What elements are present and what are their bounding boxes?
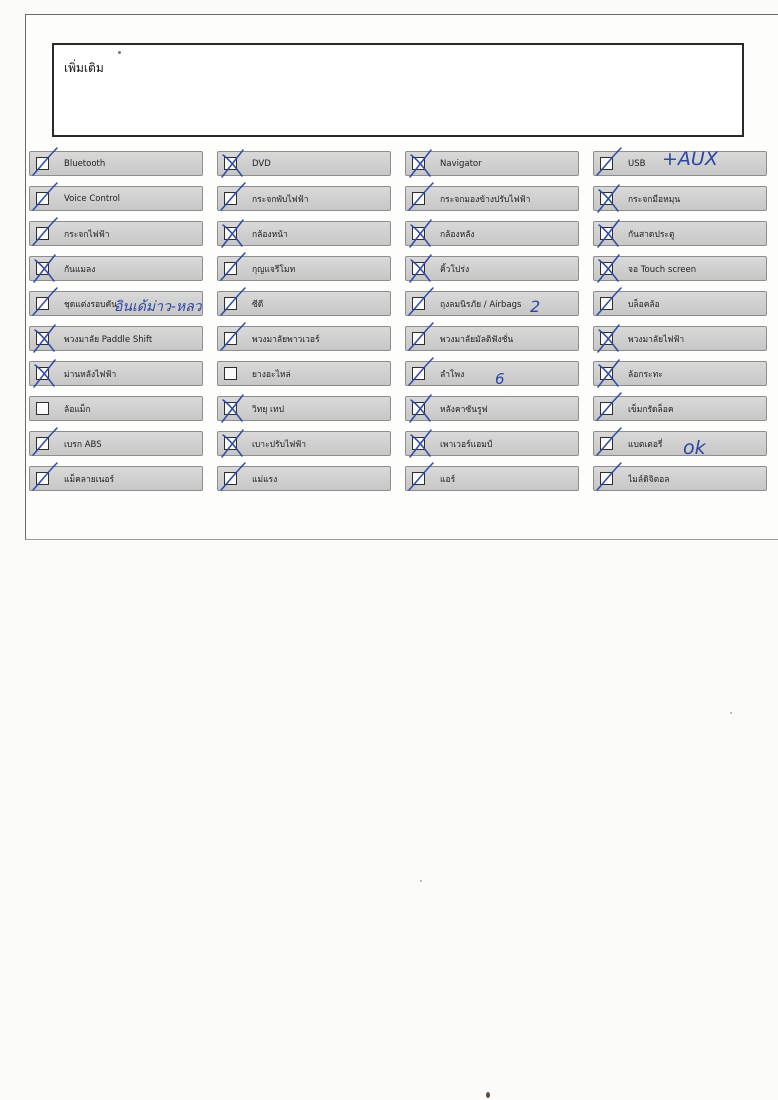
option-item[interactable] — [593, 466, 767, 491]
option-item[interactable] — [29, 326, 203, 351]
scan-speck — [730, 712, 732, 714]
option-label: แอร์ — [440, 474, 456, 485]
option-label: เพาเวอร์แอมป์ — [440, 439, 493, 450]
handwritten-note-speakers: 6 — [495, 370, 505, 388]
option-item[interactable] — [593, 221, 767, 246]
option-label: แบตเตอรี่ — [628, 439, 663, 450]
option-label: กุญแจรีโมท — [252, 264, 296, 275]
option-label: กันสาดประตู — [628, 229, 675, 240]
handwritten-note-battery: ok — [683, 437, 706, 459]
option-checkbox[interactable] — [36, 402, 49, 415]
option-label: จอ Touch screen — [628, 264, 697, 275]
notes-box[interactable] — [52, 43, 744, 137]
option-checkbox[interactable] — [412, 437, 425, 450]
option-item[interactable] — [593, 431, 767, 456]
option-label: แม่แรง — [252, 474, 278, 485]
options-grid — [29, 151, 769, 491]
option-checkbox[interactable] — [412, 367, 425, 380]
option-item[interactable] — [593, 396, 767, 421]
option-checkbox[interactable] — [36, 332, 49, 345]
option-checkbox[interactable] — [36, 437, 49, 450]
option-label: บล็อคล้อ — [628, 299, 660, 310]
option-item[interactable] — [29, 431, 203, 456]
option-label: USB — [628, 158, 646, 169]
option-label: เบรก ABS — [64, 439, 102, 450]
scan-speck — [420, 880, 422, 882]
option-label: พวงมาลัยพาวเวอร์ — [252, 334, 320, 345]
option-item[interactable] — [217, 396, 391, 421]
option-label: เบาะปรับไฟฟ้า — [252, 439, 307, 450]
option-item[interactable] — [217, 431, 391, 456]
option-item[interactable] — [29, 361, 203, 386]
option-label: ชุดแต่งรอบคัน — [64, 299, 118, 310]
option-item[interactable] — [593, 186, 767, 211]
option-checkbox[interactable] — [36, 227, 49, 240]
option-item[interactable] — [405, 151, 579, 176]
option-checkbox[interactable] — [600, 472, 613, 485]
option-item[interactable] — [29, 221, 203, 246]
option-item[interactable] — [217, 186, 391, 211]
option-checkbox[interactable] — [36, 472, 49, 485]
option-checkbox[interactable] — [224, 297, 237, 310]
option-checkbox[interactable] — [412, 472, 425, 485]
option-item[interactable] — [405, 291, 579, 316]
option-item[interactable] — [593, 291, 767, 316]
option-item[interactable] — [217, 466, 391, 491]
option-label: หลังคาซันรูฟ — [440, 404, 488, 415]
option-label: กล้องหลัง — [440, 229, 475, 240]
option-item[interactable] — [29, 186, 203, 211]
option-checkbox[interactable] — [600, 297, 613, 310]
option-item[interactable] — [405, 326, 579, 351]
option-label: ไมล์ดิจิตอล — [628, 474, 670, 485]
option-checkbox[interactable] — [600, 402, 613, 415]
option-label: พวงมาลัยไฟฟ้า — [628, 334, 685, 345]
option-checkbox[interactable] — [224, 402, 237, 415]
scan-speck — [118, 51, 121, 54]
option-label: วิทยุ เทป — [252, 404, 284, 415]
option-label: ซีดี — [252, 299, 264, 310]
option-label: ถุงลมนิรภัย / Airbags — [440, 299, 522, 310]
option-checkbox[interactable] — [600, 332, 613, 345]
option-label: คิ้วโปร่ง — [440, 264, 470, 275]
option-checkbox[interactable] — [224, 262, 237, 275]
option-label: แม็คลายเนอร์ — [64, 474, 115, 485]
option-checkbox[interactable] — [224, 437, 237, 450]
option-checkbox[interactable] — [412, 227, 425, 240]
option-item[interactable] — [593, 361, 767, 386]
option-item[interactable] — [217, 151, 391, 176]
option-item[interactable] — [217, 326, 391, 351]
option-item[interactable] — [217, 256, 391, 281]
option-checkbox[interactable] — [412, 192, 425, 205]
option-checkbox[interactable] — [224, 227, 237, 240]
option-checkbox[interactable] — [600, 262, 613, 275]
option-item[interactable] — [405, 186, 579, 211]
option-item[interactable] — [217, 221, 391, 246]
option-checkbox[interactable] — [600, 227, 613, 240]
option-checkbox[interactable] — [224, 367, 237, 380]
scan-speck — [486, 1092, 490, 1098]
option-label: ล้อแม็ก — [64, 404, 91, 415]
option-item[interactable] — [217, 291, 391, 316]
option-label: เข็มกรัดล็อค — [628, 404, 674, 415]
option-label: พวงมาลัยมัลติฟังชั่น — [440, 334, 514, 345]
option-item[interactable] — [593, 256, 767, 281]
option-label: กระจกไฟฟ้า — [64, 229, 110, 240]
option-label: พวงมาลัย Paddle Shift — [64, 334, 153, 345]
option-checkbox[interactable] — [36, 297, 49, 310]
option-checkbox[interactable] — [224, 332, 237, 345]
option-label: กระจกพับไฟฟ้า — [252, 194, 309, 205]
option-item[interactable] — [405, 431, 579, 456]
option-label: ลำโพง — [440, 369, 465, 380]
handwritten-note-usb: +AUX — [662, 148, 718, 170]
option-checkbox[interactable] — [36, 157, 49, 170]
option-checkbox[interactable] — [36, 192, 49, 205]
option-checkbox[interactable] — [224, 192, 237, 205]
option-label: Navigator — [440, 158, 482, 169]
option-label: กระจกมองข้างปรับไฟฟ้า — [440, 194, 531, 205]
option-item[interactable] — [29, 396, 203, 421]
option-label: กระจกมือหมุน — [628, 194, 681, 205]
option-checkbox[interactable] — [36, 262, 49, 275]
notes-label: เพิ่มเติม — [64, 61, 104, 75]
option-item[interactable] — [29, 151, 203, 176]
option-item[interactable] — [405, 361, 579, 386]
option-checkbox[interactable] — [412, 262, 425, 275]
option-checkbox[interactable] — [412, 402, 425, 415]
option-item[interactable] — [593, 326, 767, 351]
option-checkbox[interactable] — [412, 332, 425, 345]
option-checkbox[interactable] — [224, 472, 237, 485]
option-label: กล้องหน้า — [252, 229, 288, 240]
option-checkbox[interactable] — [600, 437, 613, 450]
option-label: Bluetooth — [64, 158, 106, 169]
option-label: ยางอะไหล่ — [252, 369, 291, 380]
handwritten-note-body-kit: อินเด้ม่าว-หลว — [114, 299, 202, 315]
option-checkbox[interactable] — [224, 157, 237, 170]
option-item[interactable] — [405, 256, 579, 281]
option-checkbox[interactable] — [600, 367, 613, 380]
option-checkbox[interactable] — [412, 297, 425, 310]
option-checkbox[interactable] — [412, 157, 425, 170]
option-item[interactable] — [29, 256, 203, 281]
option-checkbox[interactable] — [36, 367, 49, 380]
option-item[interactable] — [405, 396, 579, 421]
option-label: กันแมลง — [64, 264, 96, 275]
option-item[interactable] — [217, 361, 391, 386]
option-label: Voice Control — [64, 193, 121, 204]
option-checkbox[interactable] — [600, 192, 613, 205]
option-item[interactable] — [29, 466, 203, 491]
option-item[interactable] — [405, 466, 579, 491]
option-item[interactable] — [405, 221, 579, 246]
option-label: ม่านหลังไฟฟ้า — [64, 369, 117, 380]
handwritten-note-airbags: 2 — [530, 297, 541, 316]
option-label: ล้อกระทะ — [628, 369, 663, 380]
option-label: DVD — [252, 158, 271, 169]
option-checkbox[interactable] — [600, 157, 613, 170]
